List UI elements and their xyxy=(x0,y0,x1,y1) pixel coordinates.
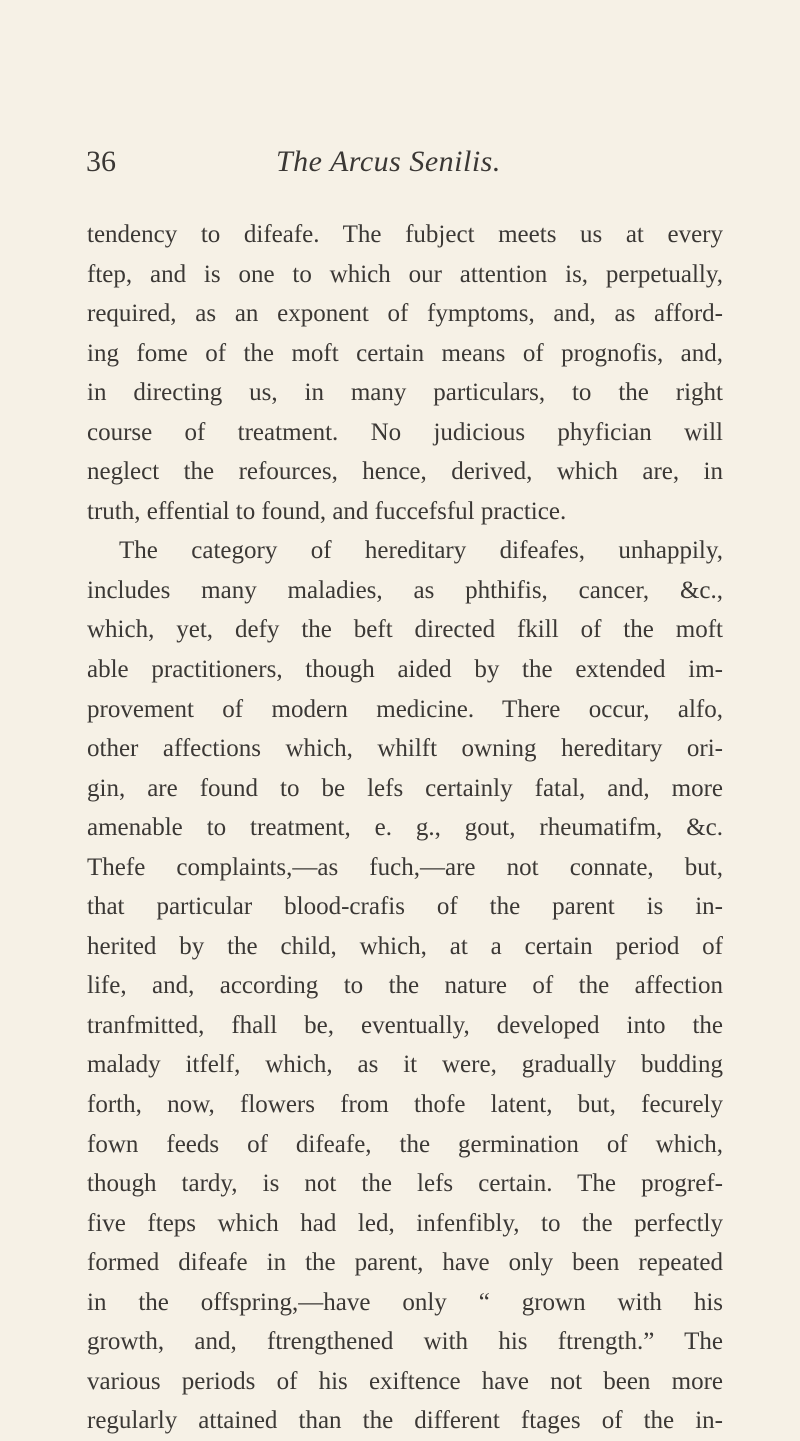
text-line: life, and, according to the nature of the affection xyxy=(87,972,723,1000)
text-line: provement of modern medicine. There occur, alfo, xyxy=(87,695,723,723)
text-line: gin, are found to be lefs certainly fatal, and, more xyxy=(87,774,723,802)
text-line: forth, now, flowers from thofe latent, but, fecurely xyxy=(87,1091,723,1119)
text-line: various periods of his exiftence have not been more xyxy=(87,1367,723,1395)
text-line: ing fome of the moft certain means of prognofis, and, xyxy=(87,339,723,367)
running-head: The Arcus Senilis. xyxy=(276,145,501,178)
text-line: though tardy, is not the lefs certain. The progref- xyxy=(87,1170,723,1198)
text-line: in directing us, in many particulars, to the right xyxy=(87,379,723,407)
body-text xyxy=(87,215,723,1441)
text-line: which, yet, defy the beft directed fkill of the moft xyxy=(87,616,723,644)
text-line: formed difeafe in the parent, have only been repeated xyxy=(87,1249,723,1277)
text-line: fown feeds of difeafe, the germination of which, xyxy=(87,1130,723,1158)
page-header xyxy=(86,142,736,182)
text-line: other affections which, whilft owning hereditary ori- xyxy=(87,735,723,763)
text-line: that particular blood-crafis of the parent is in- xyxy=(87,893,723,921)
text-line: course of treatment. No judicious phyfician will xyxy=(87,418,723,446)
text-line: truth, effential to found, and fuccefsful practice. xyxy=(87,497,567,525)
text-line: able practitioners, though aided by the extended im- xyxy=(87,656,723,684)
text-line: ftep, and is one to which our attention is, perpetually, xyxy=(87,260,723,288)
text-line: five fteps which had led, infenfibly, to the perfectly xyxy=(87,1209,723,1237)
text-line: tendency to difeafe. The fubject meets us at every xyxy=(87,221,723,248)
text-line: neglect the refources, hence, derived, which are, in xyxy=(87,458,723,486)
text-line: The category of hereditary difeafes, unhappily, xyxy=(119,537,723,565)
text-line: regularly attained than the different ftages of the in- xyxy=(87,1407,723,1435)
text-line: malady itfelf, which, as it were, gradually budding xyxy=(87,1051,723,1079)
page-number: 36 xyxy=(86,145,116,178)
text-line: herited by the child, which, at a certain period of xyxy=(87,932,723,960)
text-line: tranfmitted, fhall be, eventually, developed into the xyxy=(87,1011,723,1039)
text-line: required, as an exponent of fymptoms, and, as afford- xyxy=(87,300,723,328)
text-line: growth, and, ftrengthened with his ftrength.” The xyxy=(87,1328,723,1356)
text-line: amenable to treatment, e. g., gout, rheumatifm, &c. xyxy=(87,814,723,842)
text-line: includes many maladies, as phthifis, cancer, &c., xyxy=(87,576,723,604)
text-line: Thefe complaints,—as fuch,—are not connate, but, xyxy=(87,853,723,881)
text-line: in the offspring,—have only “ grown with his xyxy=(87,1288,723,1316)
